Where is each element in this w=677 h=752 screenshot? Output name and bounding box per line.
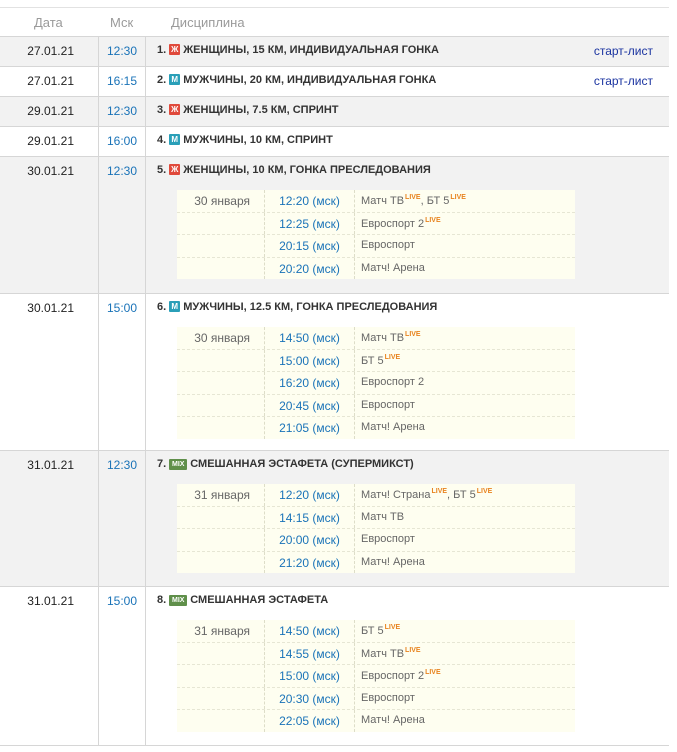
channel-name: Матч ТВ: [361, 195, 405, 207]
broadcast-time: 20:15 (мск): [265, 235, 355, 257]
broadcast-time: 14:55 (мск): [265, 643, 355, 665]
gender-badge: Ж: [171, 45, 179, 54]
broadcast-day: 31 января: [177, 484, 265, 506]
schedule-table: [0, 7, 669, 746]
broadcast-channels: [361, 376, 424, 388]
race-time: 16:15: [99, 67, 146, 96]
broadcast-row: [177, 484, 575, 507]
broadcast-day: [177, 710, 265, 732]
table-row: [0, 294, 669, 451]
race-time: 15:00: [99, 294, 146, 450]
broadcast-time: 21:05 (мск): [265, 417, 355, 439]
race-discipline: [157, 44, 439, 56]
race-time: 12:30: [99, 37, 146, 66]
live-badge: LIVE: [450, 194, 466, 201]
gender-badge: MIX: [169, 459, 187, 470]
broadcast-time: 20:20 (мск): [265, 258, 355, 280]
broadcast-day: [177, 213, 265, 235]
table-row: [0, 127, 669, 157]
gender-badge: Ж: [171, 105, 179, 114]
race-number: 8.: [157, 594, 170, 606]
channel-name: Матч! Арена: [361, 555, 425, 568]
live-badge: LIVE: [384, 353, 401, 361]
broadcast-channels: [361, 217, 441, 230]
race-time: 15:00: [99, 587, 146, 745]
broadcast-day: [177, 350, 265, 372]
race-number: 5.: [157, 164, 170, 176]
broadcast-time: 20:45 (мск): [265, 395, 355, 417]
race-title[interactable]: ЖЕНЩИНЫ, 7.5 КМ, СПРИНТ: [183, 104, 339, 116]
broadcast-row: [177, 213, 575, 236]
broadcast-row: [177, 710, 575, 732]
broadcast-day: [177, 235, 265, 257]
broadcast-time: 15:00 (мск): [265, 665, 355, 687]
broadcast-channels: [361, 511, 404, 523]
channel-name: Евроспорт: [361, 533, 415, 546]
broadcast-time: 12:20 (мск): [265, 190, 355, 212]
broadcast-time: 14:15 (мск): [265, 507, 355, 529]
channel-name: Евроспорт 2: [361, 217, 425, 230]
broadcast-time: 14:50 (мск): [265, 327, 355, 349]
race-date: 31.01.21: [0, 587, 99, 745]
table-row: [0, 587, 669, 746]
gender-badge: М: [169, 301, 180, 312]
race-discipline: [157, 164, 431, 176]
header-time: Мск: [110, 15, 134, 30]
race-title[interactable]: МУЖЧИНЫ, 20 КМ, ИНДИВИДУАЛЬНАЯ ГОНКА: [183, 74, 437, 86]
broadcast-day: [177, 258, 265, 280]
race-date: 30.01.21: [0, 294, 99, 450]
broadcast-channels: [361, 421, 425, 433]
race-title[interactable]: ЖЕНЩИНЫ, 10 КМ, ГОНКА ПРЕСЛЕДОВАНИЯ: [183, 164, 431, 176]
broadcast-row: [177, 643, 575, 666]
broadcast-channels: [361, 714, 425, 726]
race-time: 16:00: [99, 127, 146, 156]
broadcast-row: [177, 372, 575, 395]
broadcast-channels: [361, 331, 421, 344]
broadcast-channels: [361, 624, 400, 637]
race-title[interactable]: МУЖЧИНЫ, 12.5 КМ, ГОНКА ПРЕСЛЕДОВАНИЯ: [183, 301, 438, 313]
gender-badge: MIX: [169, 595, 187, 606]
table-row: [0, 97, 669, 127]
broadcast-time: 14:50 (мск): [265, 620, 355, 642]
broadcast-channels: [361, 399, 415, 411]
broadcast-row: [177, 258, 575, 280]
broadcast-time: 20:30 (мск): [265, 688, 355, 710]
broadcast-day: [177, 395, 265, 417]
broadcast-row: [177, 529, 575, 552]
race-title[interactable]: ЖЕНЩИНЫ, 15 КМ, ИНДИВИДУАЛЬНАЯ ГОНКА: [183, 44, 439, 56]
header-discipline: Дисциплина: [171, 15, 245, 30]
broadcast-channels: [361, 262, 425, 274]
gender-badge: Ж: [171, 165, 179, 174]
broadcast-day: [177, 643, 265, 665]
broadcast-table: [177, 327, 575, 439]
channel-name: Матч! Арена: [361, 261, 425, 274]
race-number: 3.: [157, 104, 170, 116]
channel-name: Евроспорт: [361, 691, 415, 704]
race-time: 12:30: [99, 451, 146, 586]
race-number: 1.: [157, 44, 170, 56]
broadcast-day: 31 января: [177, 620, 265, 642]
broadcast-row: [177, 190, 575, 213]
race-title[interactable]: МУЖЧИНЫ, 10 КМ, СПРИНТ: [183, 134, 333, 146]
broadcast-channels: [361, 647, 421, 660]
broadcast-time: 22:05 (мск): [265, 710, 355, 732]
broadcast-day: [177, 665, 265, 687]
race-discipline: [157, 458, 414, 470]
broadcast-table: [177, 484, 575, 573]
channel-name: Матч! Страна: [361, 489, 431, 501]
race-discipline: [157, 74, 436, 86]
race-title[interactable]: СМЕШАННАЯ ЭСТАФЕТА (СУПЕРМИКСТ): [190, 458, 414, 470]
race-date: 27.01.21: [0, 67, 99, 96]
live-badge: LIVE: [425, 669, 441, 677]
broadcast-table: [177, 620, 575, 732]
broadcast-row: [177, 620, 575, 643]
live-badge: LIVE: [405, 331, 421, 338]
race-discipline: [157, 134, 333, 146]
startlist-link[interactable]: старт-лист: [593, 74, 653, 88]
startlist-link[interactable]: старт-лист: [593, 44, 653, 58]
race-discipline: [157, 104, 339, 116]
broadcast-row: [177, 552, 575, 574]
race-number: 6.: [157, 301, 170, 313]
broadcast-row: [177, 688, 575, 711]
race-discipline: [157, 594, 328, 606]
gender-badge: М: [169, 134, 180, 145]
race-time: 12:30: [99, 157, 146, 293]
broadcast-channels: [361, 692, 415, 704]
channel-name: Матч ТВ: [361, 510, 405, 523]
broadcast-channels: [361, 239, 415, 251]
table-header: [0, 8, 669, 37]
broadcast-day: [177, 417, 265, 439]
broadcast-row: [177, 507, 575, 530]
channel-name: Евроспорт 2: [361, 670, 425, 683]
channel-name: Матч ТВ: [361, 647, 405, 660]
broadcast-row: [177, 327, 575, 350]
broadcast-row: [177, 235, 575, 258]
channel-name: Евроспорт: [361, 239, 415, 252]
broadcast-table: [177, 190, 575, 279]
table-row: [0, 37, 669, 67]
broadcast-row: [177, 665, 575, 688]
race-number: 7.: [157, 458, 170, 470]
live-badge: LIVE: [405, 646, 421, 654]
broadcast-row: [177, 395, 575, 418]
broadcast-time: 12:25 (мск): [265, 213, 355, 235]
broadcast-day: [177, 529, 265, 551]
broadcast-channels: Матч! Страна$^{LIVE}$, БТ $5^{LIVE}$: [361, 488, 493, 501]
broadcast-channels: [361, 669, 441, 682]
channel-name: БТ 5: [361, 625, 384, 637]
broadcast-day: 30 января: [177, 190, 265, 212]
race-number: 2.: [157, 74, 170, 86]
broadcast-day: 30 января: [177, 327, 265, 349]
channel-name: Матч ТВ: [361, 332, 405, 344]
broadcast-channels: Матч $ТВ^{LIVE}$, БТ $5^{LIVE}$: [361, 194, 466, 207]
race-date: 27.01.21: [0, 37, 99, 66]
table-body: [0, 37, 669, 746]
broadcast-time: 15:00 (мск): [265, 350, 355, 372]
live-badge: LIVE: [431, 488, 448, 495]
channel-name: БТ 5: [361, 354, 384, 367]
live-badge: LIVE: [425, 216, 441, 224]
broadcast-row: [177, 417, 575, 439]
race-number: 4.: [157, 134, 170, 146]
broadcast-channels: [361, 533, 415, 545]
channel-name: БТ 5: [453, 489, 476, 501]
broadcast-time: 20:00 (мск): [265, 529, 355, 551]
channel-name: Евроспорт 2: [361, 376, 425, 389]
channel-name: Евроспорт: [361, 398, 415, 411]
live-badge: LIVE: [405, 194, 421, 201]
gender-badge: М: [169, 74, 180, 85]
broadcast-day: [177, 552, 265, 574]
race-title[interactable]: СМЕШАННАЯ ЭСТАФЕТА: [190, 594, 329, 606]
broadcast-time: 12:20 (мск): [265, 484, 355, 506]
race-date: 29.01.21: [0, 97, 99, 126]
race-date: 31.01.21: [0, 451, 99, 586]
table-row: [0, 67, 669, 97]
channel-name: Матч! Арена: [361, 421, 425, 434]
broadcast-day: [177, 372, 265, 394]
table-row: [0, 157, 669, 294]
live-badge: LIVE: [476, 488, 493, 495]
broadcast-channels: [361, 354, 400, 367]
channel-name: Матч! Арена: [361, 714, 425, 727]
broadcast-time: 16:20 (мск): [265, 372, 355, 394]
race-time: 12:30: [99, 97, 146, 126]
live-badge: LIVE: [384, 624, 401, 631]
broadcast-time: 21:20 (мск): [265, 552, 355, 574]
broadcast-day: [177, 688, 265, 710]
race-discipline: [157, 301, 437, 313]
header-date: Дата: [34, 15, 63, 30]
broadcast-row: [177, 350, 575, 373]
race-date: 30.01.21: [0, 157, 99, 293]
broadcast-channels: [361, 556, 425, 568]
broadcast-day: [177, 507, 265, 529]
race-date: 29.01.21: [0, 127, 99, 156]
table-row: [0, 451, 669, 587]
channel-name: БТ 5: [426, 195, 450, 207]
